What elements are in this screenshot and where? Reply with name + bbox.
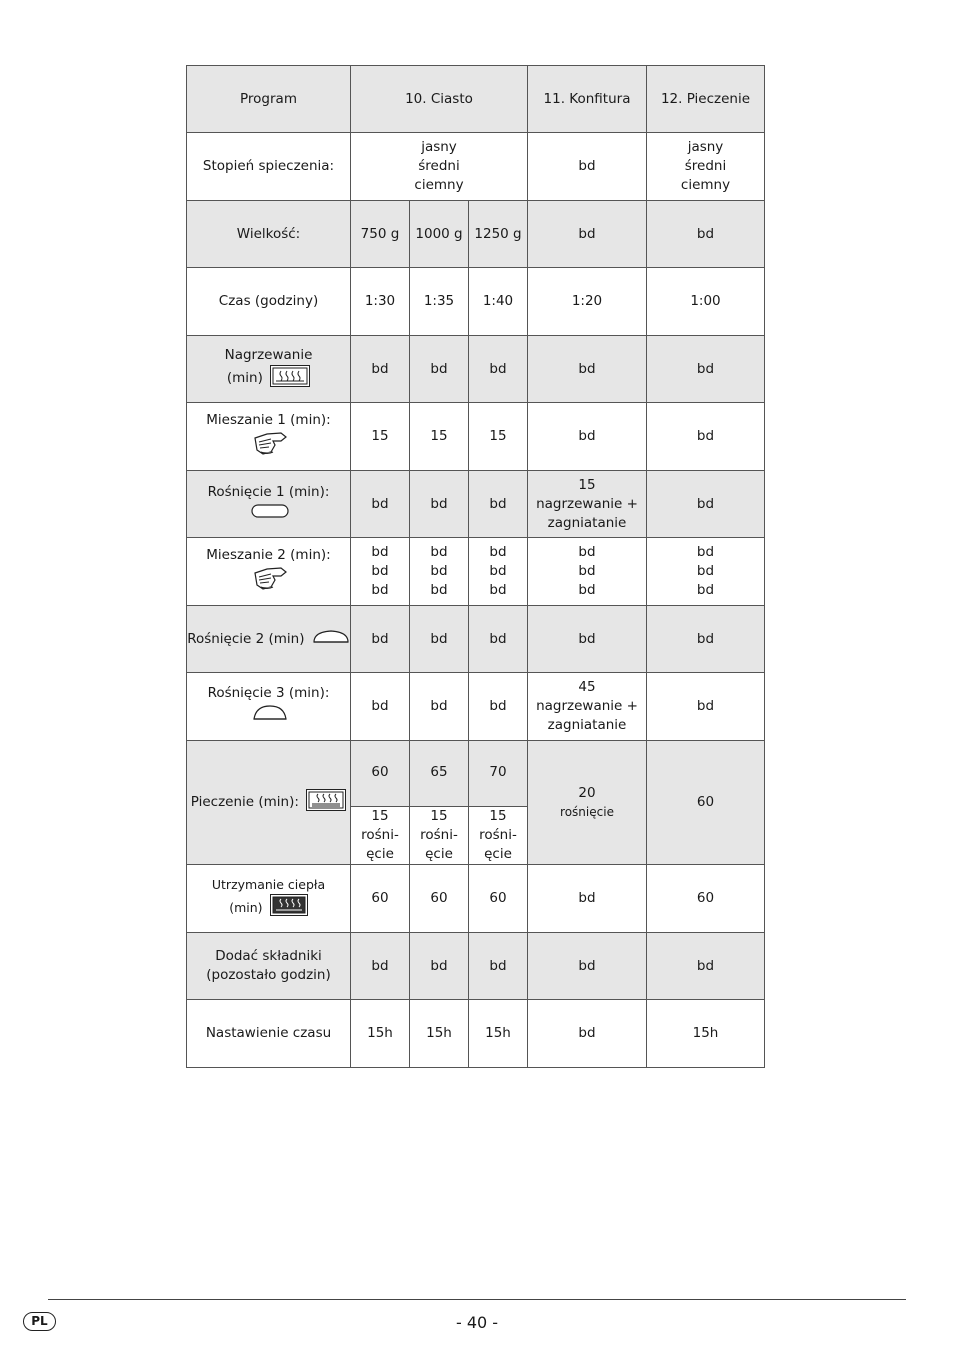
dough-flat-icon xyxy=(251,503,289,525)
cell: bd xyxy=(528,865,647,933)
cell: bd xyxy=(351,673,410,741)
cell: 65 xyxy=(410,741,469,807)
cell: bd xyxy=(489,544,507,560)
baking-icon xyxy=(306,789,346,817)
kneading-hand-icon xyxy=(253,430,287,462)
cell: bd xyxy=(371,544,389,560)
cell: 1:00 xyxy=(647,268,765,336)
cell: 60 xyxy=(351,741,410,807)
rosniecie1-konfitura-2: nagrzewanie + xyxy=(536,495,638,512)
table-row-czas xyxy=(187,268,765,336)
cell: bd xyxy=(469,933,528,1000)
cell: bd xyxy=(469,336,528,403)
col-konfitura: 11. Konfitura xyxy=(528,66,647,133)
sub-line-1: 15 rośni- xyxy=(420,808,458,843)
cell: bd xyxy=(489,582,507,598)
row-label-mieszanie1 xyxy=(187,403,351,471)
rosniecie1-konfitura-3: zagniatanie xyxy=(547,514,627,531)
kneading-hand-icon xyxy=(253,565,287,597)
cell: bd xyxy=(489,563,507,579)
row-label-nastawienie: Nastawienie czasu xyxy=(187,1000,351,1068)
cell: bd xyxy=(430,563,448,579)
dodac-label-1: Dodać składniki xyxy=(215,948,322,964)
cell: bd xyxy=(528,336,647,403)
cell: bd xyxy=(528,201,647,268)
pieczenie-konfitura-sub: rośnięcie xyxy=(560,804,614,819)
cell: 60 xyxy=(469,865,528,933)
rosniecie3-konfitura xyxy=(528,673,647,741)
cell: bd xyxy=(528,606,647,673)
row-label-utrzymanie xyxy=(187,865,351,933)
cell: bd xyxy=(351,606,410,673)
cell: 60 xyxy=(410,865,469,933)
cell: bd xyxy=(410,606,469,673)
cell: 60 xyxy=(647,865,765,933)
rosniecie3-konfitura-3: zagniatanie xyxy=(547,717,627,733)
cell: bd xyxy=(578,563,596,579)
mieszanie2-label: Mieszanie 2 (min): xyxy=(206,546,331,563)
rosniecie1-konfitura xyxy=(528,471,647,538)
row-label-nagrzewanie xyxy=(187,336,351,403)
program-table xyxy=(186,65,765,1068)
row-label-mieszanie2 xyxy=(187,538,351,606)
cell: 1:40 xyxy=(469,268,528,336)
cell: bd xyxy=(410,471,469,538)
cell: bd xyxy=(469,471,528,538)
cell: bd xyxy=(351,471,410,538)
row-label-dodac xyxy=(187,933,351,1000)
program-label: Program xyxy=(187,66,351,133)
row-label-pieczenie xyxy=(187,741,351,865)
stopien-pieczenie-2: średni xyxy=(684,158,727,174)
dough-risen-icon xyxy=(252,703,288,729)
table-row-pieczenie xyxy=(187,741,765,807)
nagrzewanie-label-1: Nagrzewanie xyxy=(224,346,313,363)
dodac-label-2: (pozostało godzin) xyxy=(206,967,331,983)
cell: bd xyxy=(647,606,765,673)
cell: 70 xyxy=(469,741,528,807)
cell: bd xyxy=(696,582,715,598)
cell: bd xyxy=(371,563,389,579)
stopien-ciasto-3: ciemny xyxy=(414,177,464,193)
sub-line-1: 15 rośni- xyxy=(361,808,399,843)
cell: 15 xyxy=(410,403,469,471)
table-row-nagrzewanie xyxy=(187,336,765,403)
rosniecie2-label: Rośnięcie 2 (min) xyxy=(187,630,305,647)
cell: bd xyxy=(647,933,765,1000)
nagrzewanie-label-2-wrap xyxy=(187,365,350,393)
cell: bd xyxy=(528,403,647,471)
cell: 15h xyxy=(647,1000,765,1068)
row-label-czas: Czas (godziny) xyxy=(187,268,351,336)
cell: bd xyxy=(469,673,528,741)
rosniecie1-label: Rośnięcie 1 (min): xyxy=(207,484,330,501)
stopien-ciasto-1: jasny xyxy=(421,139,457,155)
cell: bd xyxy=(430,582,448,598)
cell: bd xyxy=(469,606,528,673)
row-label-rosniecie2 xyxy=(187,606,351,673)
cell: 1250 g xyxy=(469,201,528,268)
utrzymanie-label-2-wrap xyxy=(187,894,350,922)
cell: 750 g xyxy=(351,201,410,268)
col-pieczenie: 12. Pieczenie xyxy=(647,66,765,133)
row-label-wielkosc: Wielkość: xyxy=(187,201,351,268)
cell: bd xyxy=(647,336,765,403)
cell: bd xyxy=(410,673,469,741)
table-row-rosniecie1 xyxy=(187,471,765,538)
cell: bd xyxy=(351,933,410,1000)
rosniecie3-konfitura-2: nagrzewanie + xyxy=(536,698,638,714)
rosniecie3-konfitura-1: 45 xyxy=(578,679,596,695)
table-row-header xyxy=(187,66,765,133)
cell: bd xyxy=(351,336,410,403)
mieszanie2-col2 xyxy=(410,538,469,606)
pieczenie-konfitura xyxy=(528,741,647,865)
cell: bd xyxy=(647,201,765,268)
cell: 1000 g xyxy=(410,201,469,268)
row-label-rosniecie3 xyxy=(187,673,351,741)
page-number: - 40 - xyxy=(455,1313,499,1332)
cell: 15h xyxy=(351,1000,410,1068)
cell: 60 xyxy=(647,741,765,865)
mieszanie2-col1 xyxy=(351,538,410,606)
pieczenie-sub-3 xyxy=(469,807,528,865)
pieczenie-sub-1 xyxy=(351,807,410,865)
table-row-nastawienie xyxy=(187,1000,765,1068)
cell: 1:30 xyxy=(351,268,410,336)
cell: 1:20 xyxy=(528,268,647,336)
table-row-rosniecie2 xyxy=(187,606,765,673)
heating-icon xyxy=(270,365,310,393)
rosniecie1-konfitura-1: 15 xyxy=(578,476,596,493)
cell: bd xyxy=(647,673,765,741)
stopien-pieczenie-3: ciemny xyxy=(680,177,731,193)
stopien-pieczenie xyxy=(647,133,765,201)
cell: 60 xyxy=(351,865,410,933)
nagrzewanie-label-2: (min) xyxy=(226,370,263,386)
cell: 15 xyxy=(351,403,410,471)
stopien-ciasto xyxy=(351,133,528,201)
sub-line-1: 15 rośni- xyxy=(479,808,517,843)
table-row-rosniecie3 xyxy=(187,673,765,741)
table-row-stopien xyxy=(187,133,765,201)
keep-warm-icon xyxy=(270,894,308,922)
col-ciasto: 10. Ciasto xyxy=(351,66,528,133)
cell: bd xyxy=(430,544,448,560)
table-row-dodac xyxy=(187,933,765,1000)
utrzymanie-label-1: Utrzymanie ciepła xyxy=(211,876,326,892)
cell: bd xyxy=(371,582,389,598)
cell: bd xyxy=(578,544,596,560)
table-row-mieszanie1 xyxy=(187,403,765,471)
cell: bd xyxy=(578,582,596,598)
cell: 15h xyxy=(469,1000,528,1068)
footer-divider xyxy=(48,1299,906,1300)
pieczenie-sub-2 xyxy=(410,807,469,865)
stopien-pieczenie-1: jasny xyxy=(687,139,724,155)
cell: bd xyxy=(410,336,469,403)
table-row-wielkosc xyxy=(187,201,765,268)
mieszanie1-label: Mieszanie 1 (min): xyxy=(206,411,331,428)
table-row-utrzymanie xyxy=(187,865,765,933)
cell: bd xyxy=(647,403,765,471)
language-badge: PL xyxy=(23,1312,56,1331)
mieszanie2-col3 xyxy=(469,538,528,606)
cell: 1:35 xyxy=(410,268,469,336)
mieszanie2-pieczenie xyxy=(647,538,765,606)
pieczenie-label: Pieczenie (min): xyxy=(190,794,299,810)
cell: bd xyxy=(696,544,715,560)
cell: bd xyxy=(410,933,469,1000)
row-label-rosniecie1 xyxy=(187,471,351,538)
cell: bd xyxy=(528,933,647,1000)
cell: bd xyxy=(696,563,715,579)
cell: 15h xyxy=(410,1000,469,1068)
table-row-mieszanie2 xyxy=(187,538,765,606)
sub-line-2: ęcie xyxy=(425,846,453,862)
dough-medium-icon xyxy=(312,627,350,651)
mieszanie2-konfitura xyxy=(528,538,647,606)
cell: bd xyxy=(528,1000,647,1068)
sub-line-2: ęcie xyxy=(366,846,394,862)
sub-line-2: ęcie xyxy=(484,846,512,862)
pieczenie-konfitura-value: 20 xyxy=(578,784,596,801)
cell: 15 xyxy=(469,403,528,471)
cell: bd xyxy=(647,471,765,538)
utrzymanie-label-2: (min) xyxy=(229,899,263,915)
stopien-ciasto-2: średni xyxy=(418,158,460,174)
stopien-konfitura: bd xyxy=(528,133,647,201)
rosniecie3-label: Rośnięcie 3 (min): xyxy=(207,684,330,701)
row-label-stopien: Stopień spieczenia: xyxy=(187,133,351,201)
